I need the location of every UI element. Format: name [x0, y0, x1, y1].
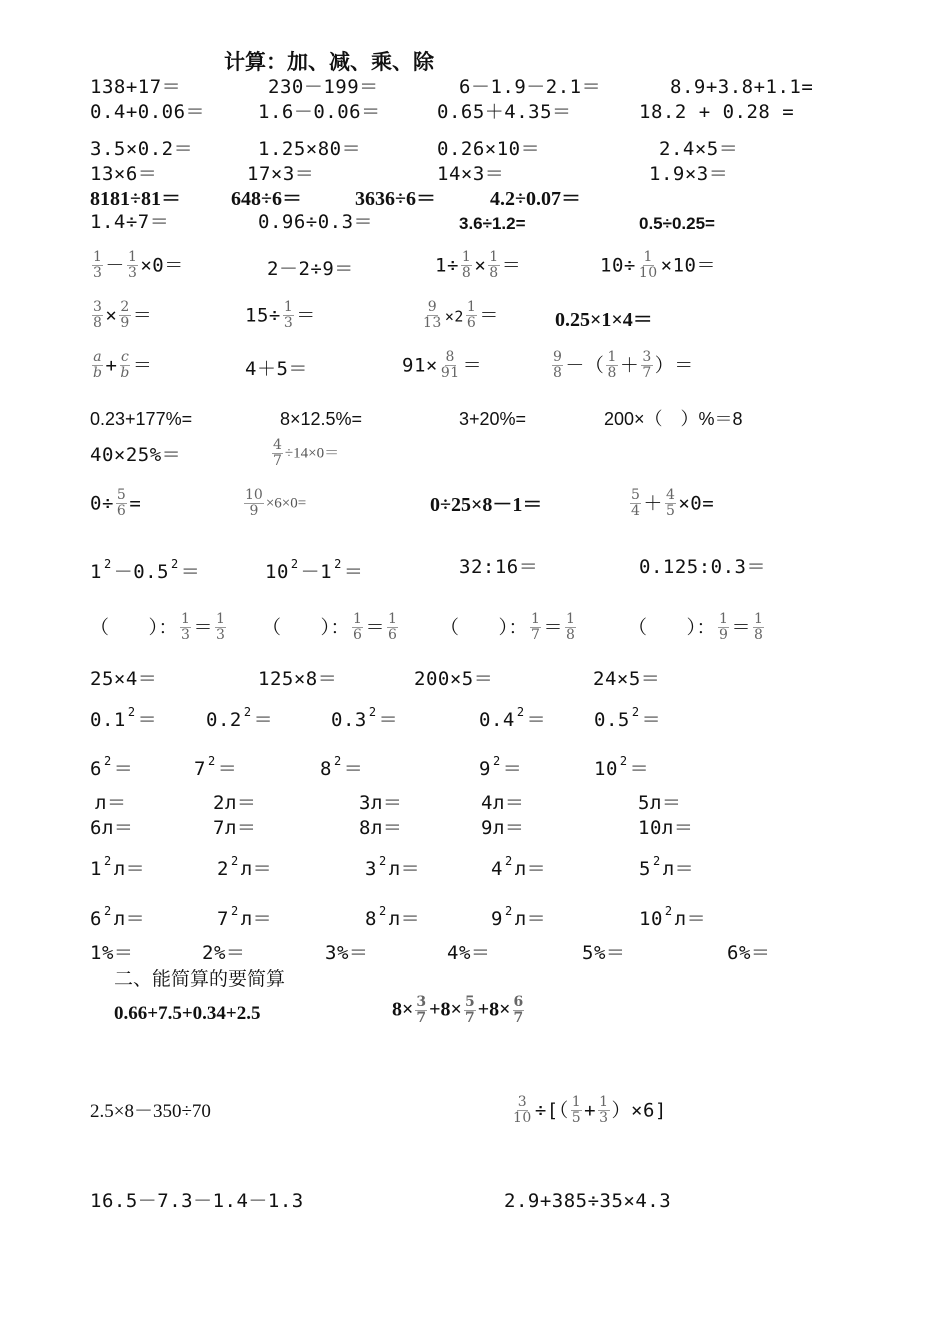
- fraction: $\frac{5}{4}$: [631, 487, 641, 520]
- problem-r22-2: 2%＝: [202, 942, 246, 964]
- fraction: $\frac{1}{5}$: [571, 1094, 582, 1127]
- problem-r20-3: 3 $^2$ л＝: [365, 854, 421, 880]
- problem-r8-4: 0.25×1×4＝: [555, 309, 653, 331]
- simplify-problem-5: 16.5－7.3－1.4－1.3: [90, 1190, 304, 1212]
- problem-r9-4: $\frac{9}{8}$ －（ $\frac{1}{8}$ ＋ $\frac{3}{7}$ ）＝: [553, 349, 694, 382]
- problem-r2-4: 18.2 + 0.28 =: [639, 101, 795, 123]
- problem-r12-3: 0÷25×8－1＝: [430, 494, 543, 516]
- problem-r21-5: 10 $^2$ л＝: [639, 904, 707, 930]
- problem-r9-1: $\frac{a}{b}$ + $\frac{c}{b}$ ＝: [93, 349, 153, 382]
- fraction: $\frac{1}{3}$: [215, 611, 226, 644]
- fraction: $\frac{2}{9}$: [120, 299, 130, 332]
- problem-r16-5: 0.5 $^2$ ＝: [594, 705, 662, 731]
- fraction: $\frac{1}{3}$: [93, 249, 103, 282]
- fraction: $\frac{5}{6}$: [116, 487, 127, 520]
- problem-r1-3: 6－1.9－2.1＝: [459, 76, 602, 98]
- simplify-problem-2: 8× $\frac{3}{7}$ +8× $\frac{5}{7}$ +8× $\frac{6}{7}$: [392, 994, 524, 1027]
- problem-r15-4: 24×5＝: [593, 668, 661, 690]
- fraction: $\frac{6}{7}$: [513, 994, 524, 1027]
- problem-r8-3: $\frac{9}{13}$ ×2 $\frac{1}{6}$ ＝: [423, 299, 499, 332]
- problem-r15-1: 25×4＝: [90, 668, 158, 690]
- problem-r10-3: 3+20%=: [459, 409, 527, 429]
- problem-r17-1: 6 $^2$ ＝: [90, 754, 134, 780]
- problem-r19-1: 6л＝: [90, 817, 134, 839]
- fraction: $\frac{10}{9}$: [245, 487, 263, 520]
- problem-r3-3: 0.26×10＝: [437, 138, 541, 160]
- problem-r3-2: 1.25×80＝: [258, 138, 362, 160]
- problem-r5-3: 3636÷6＝: [355, 188, 436, 210]
- problem-r14-4: （ ）： $\frac{1}{9}$ ＝ $\frac{1}{8}$: [628, 611, 764, 644]
- problem-r3-4: 2.4×5＝: [659, 138, 739, 160]
- problem-r21-4: 9 $^2$ л＝: [491, 904, 547, 930]
- problem-r13-4: 0.125:0.3＝: [639, 556, 766, 578]
- problem-r6-4: 0.5÷0.25=: [639, 214, 715, 233]
- problem-r3-1: 3.5×0.2＝: [90, 138, 194, 160]
- fraction: $\frac{1}{3}$: [283, 299, 294, 332]
- simplify-problem-4: $\frac{3}{10}$ ÷[（ $\frac{1}{5}$ + $\frac{1}{3}$ ）×6]: [513, 1094, 667, 1127]
- problem-r4-4: 1.9×3＝: [649, 163, 729, 185]
- fraction: $\frac{5}{7}$: [464, 994, 475, 1027]
- fraction: $\frac{9}{13}$: [423, 299, 442, 332]
- problem-r17-3: 8 $^2$ ＝: [320, 754, 364, 780]
- fraction: $\frac{3}{7}$: [416, 994, 427, 1027]
- problem-r16-4: 0.4 $^2$ ＝: [479, 705, 547, 731]
- problem-r7-2: 2－2÷9＝: [267, 258, 354, 280]
- fraction: $\frac{1}{8}$: [753, 611, 764, 644]
- fraction: $\frac{1}{6}$: [353, 611, 363, 644]
- problem-r19-3: 8л＝: [359, 817, 403, 839]
- problem-r17-5: 10 $^2$ ＝: [594, 754, 650, 780]
- problem-r10-4: 200×（ ）%＝8: [604, 409, 743, 429]
- fraction: $\frac{1}{8}$: [489, 249, 499, 282]
- problem-r19-4: 9л＝: [481, 817, 525, 839]
- fraction: $\frac{1}{6}$: [387, 611, 398, 644]
- fraction: $\frac{1}{9}$: [719, 611, 729, 644]
- simplify-problem-6: 2.9+385÷35×4.3: [504, 1190, 672, 1212]
- problem-r4-1: 13×6＝: [90, 163, 158, 185]
- fraction: $\frac{1}{8}$: [607, 349, 617, 382]
- fraction: $\frac{1}{7}$: [531, 611, 541, 644]
- problem-r1-1: 138+17＝: [90, 76, 182, 98]
- fraction: $\frac{4}{7}$: [273, 437, 282, 470]
- fraction: $\frac{c}{b}$: [120, 349, 130, 382]
- problem-r6-3: 3.6÷1.2=: [459, 214, 526, 233]
- fraction: $\frac{1}{6}$: [466, 299, 477, 332]
- fraction: $\frac{1}{3}$: [127, 249, 138, 282]
- problem-r22-6: 6%＝: [727, 942, 771, 964]
- problem-r10-2: 8×12.5%=: [280, 409, 363, 429]
- problem-r11-2: $\frac{4}{7}$ ÷14×0＝: [273, 437, 340, 470]
- problem-r13-1: 1 $^2$ －0.5 $^2$ ＝: [90, 557, 201, 583]
- problem-r17-2: 7 $^2$ ＝: [194, 754, 238, 780]
- problem-r18-1: л＝: [95, 792, 127, 814]
- problem-r8-2: 15÷ $\frac{1}{3}$ ＝: [245, 299, 316, 332]
- problem-r15-3: 200×5＝: [414, 668, 494, 690]
- problem-r6-1: 1.4÷7＝: [90, 211, 170, 233]
- simplify-problem-1: 0.66+7.5+0.34+2.5: [114, 1003, 261, 1024]
- section-heading: 二、能简算的要简算: [114, 969, 286, 990]
- fraction: $\frac{1}{8}$: [565, 611, 576, 644]
- problem-r19-2: 7л＝: [213, 817, 257, 839]
- problem-r1-4: 8.9+3.8+1.1=: [670, 76, 814, 98]
- problem-r18-5: 5л＝: [638, 792, 682, 814]
- fraction: $\frac{3}{10}$: [513, 1094, 532, 1127]
- problem-r14-3: （ ）： $\frac{1}{7}$ ＝ $\frac{1}{8}$: [440, 611, 576, 644]
- problem-r1-2: 230－199＝: [268, 76, 379, 98]
- problem-r19-5: 10л＝: [638, 817, 694, 839]
- simplify-problem-3: 2.5×8－350÷70: [90, 1101, 211, 1122]
- fraction: $\frac{1}{3}$: [181, 611, 191, 644]
- problem-r12-2: $\frac{10}{9}$ ×6×0=: [245, 487, 307, 520]
- problem-r6-2: 0.96÷0.3＝: [258, 211, 374, 233]
- problem-r9-3: 91× $\frac{8}{91}$ ＝: [402, 349, 483, 382]
- problem-r18-4: 4л＝: [481, 792, 525, 814]
- problem-r21-2: 7 $^2$ л＝: [217, 904, 273, 930]
- problem-r7-1: $\frac{1}{3}$ － $\frac{1}{3}$ ×0＝: [93, 249, 184, 282]
- problem-r20-4: 4 $^2$ л＝: [491, 854, 547, 880]
- problem-r18-2: 2л＝: [213, 792, 257, 814]
- problem-r4-2: 17×3＝: [247, 163, 315, 185]
- fraction: $\frac{1}{3}$: [599, 1094, 609, 1127]
- problem-r18-3: 3л＝: [359, 792, 403, 814]
- problem-r5-2: 648÷6＝: [231, 188, 302, 210]
- problem-r20-5: 5 $^2$ л＝: [639, 854, 695, 880]
- problem-r14-2: （ ）： $\frac{1}{6}$ ＝ $\frac{1}{6}$: [262, 611, 398, 644]
- problem-r2-3: 0.65＋4.35＝: [437, 101, 572, 123]
- problem-r7-4: 10÷ $\frac{1}{10}$ ×10＝: [600, 249, 716, 282]
- problem-r12-4: $\frac{5}{4}$ ＋ $\frac{4}{5}$ ×0=: [631, 487, 715, 520]
- problem-r20-1: 1 $^2$ л＝: [90, 854, 146, 880]
- problem-r15-2: 125×8＝: [258, 668, 338, 690]
- problem-r13-3: 32:16＝: [459, 556, 539, 578]
- fraction: $\frac{4}{5}$: [665, 487, 676, 520]
- problem-r5-1: 8181÷81＝: [90, 188, 181, 210]
- problem-r7-3: 1÷ $\frac{1}{8}$ × $\frac{1}{8}$ ＝: [435, 249, 522, 282]
- problem-r22-5: 5%＝: [582, 942, 626, 964]
- fraction: $\frac{3}{8}$: [93, 299, 103, 332]
- problem-r22-3: 3%＝: [325, 942, 369, 964]
- problem-r5-4: 4.2÷0.07＝: [490, 188, 581, 210]
- problem-r16-3: 0.3 $^2$ ＝: [331, 705, 399, 731]
- fraction: $\frac{8}{91}$: [440, 349, 460, 382]
- problem-r22-1: 1%＝: [90, 942, 134, 964]
- problem-r8-1: $\frac{3}{8}$ × $\frac{2}{9}$ ＝: [93, 299, 153, 332]
- problem-r21-1: 6 $^2$ л＝: [90, 904, 146, 930]
- problem-r2-1: 0.4+0.06＝: [90, 101, 206, 123]
- problem-r12-1: 0÷ $\frac{5}{6}$ =: [90, 487, 142, 520]
- fraction: $\frac{1}{10}$: [638, 249, 658, 282]
- problem-r16-2: 0.2 $^2$ ＝: [206, 705, 274, 731]
- problem-r21-3: 8 $^2$ л＝: [365, 904, 421, 930]
- problem-r17-4: 9 $^2$ ＝: [479, 754, 523, 780]
- problem-r20-2: 2 $^2$ л＝: [217, 854, 273, 880]
- problem-r14-1: （ ）： $\frac{1}{3}$ ＝ $\frac{1}{3}$: [90, 611, 226, 644]
- problem-r22-4: 4%＝: [447, 942, 491, 964]
- fraction: $\frac{9}{8}$: [553, 349, 563, 382]
- problem-r16-1: 0.1 $^2$ ＝: [90, 705, 158, 731]
- fraction: $\frac{1}{8}$: [461, 249, 472, 282]
- problem-r11-1: 40×25%＝: [90, 444, 182, 466]
- problem-r9-2: 4＋5＝: [245, 358, 308, 380]
- worksheet-title: 计算：加、减、乘、除: [224, 50, 434, 74]
- problem-r13-2: 10 $^2$ －1 $^2$ ＝: [265, 557, 364, 583]
- problem-r2-2: 1.6－0.06＝: [258, 101, 381, 123]
- problem-r4-3: 14×3＝: [437, 163, 505, 185]
- fraction: $\frac{a}{b}$: [93, 349, 103, 382]
- problem-r10-1: 0.23+177%=: [90, 409, 193, 429]
- fraction: $\frac{3}{7}$: [642, 349, 652, 382]
